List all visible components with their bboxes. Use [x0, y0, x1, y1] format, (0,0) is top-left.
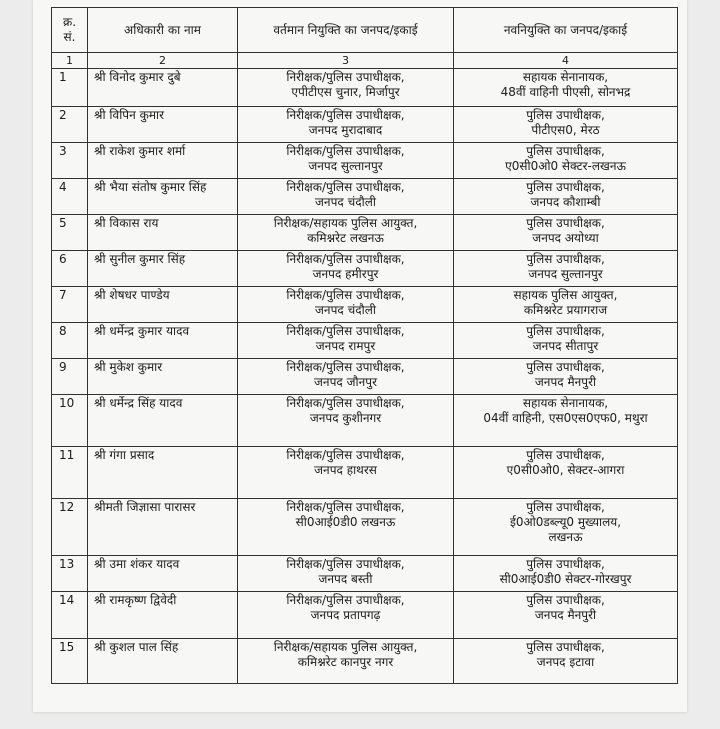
new-posting-cell	[454, 592, 678, 639]
table-row	[52, 359, 678, 395]
posting-line: पुलिस उपाधीक्षक,	[526, 216, 605, 230]
posting-line: सहायक पुलिस आयुक्त,	[513, 288, 618, 302]
table-row	[52, 499, 678, 556]
new-posting-cell	[454, 107, 678, 143]
posting-line: निरीक्षक/पुलिस उपाधीक्षक,	[286, 396, 405, 410]
table-row	[52, 556, 678, 592]
serial-number-cell: 10	[52, 395, 88, 447]
posting-line: पीटीएस0, मेरठ	[531, 123, 600, 137]
officer-name-cell: श्री धर्मेन्द्र कुमार यादव	[88, 323, 238, 359]
posting-line: निरीक्षक/सहायक पुलिस आयुक्त,	[273, 216, 418, 230]
header-officer-name: अधिकारी का नाम	[88, 8, 238, 53]
header-serial-number: क्र. सं.	[52, 8, 88, 53]
posting-line: निरीक्षक/पुलिस उपाधीक्षक,	[286, 144, 405, 158]
new-posting-cell	[454, 359, 678, 395]
serial-number-cell: 12	[52, 499, 88, 556]
serial-number-cell: 8	[52, 323, 88, 359]
officer-name-cell: श्री गंगा प्रसाद	[88, 447, 238, 499]
serial-number-cell: 7	[52, 287, 88, 323]
posting-line: निरीक्षक/पुलिस उपाधीक्षक,	[286, 70, 405, 84]
officer-name-cell: श्री विपिन कुमार	[88, 107, 238, 143]
current-posting-cell	[238, 592, 454, 639]
new-posting-cell	[454, 69, 678, 107]
document-page	[33, 0, 687, 712]
table-row	[52, 251, 678, 287]
officer-name-cell: श्रीमती जिज्ञासा पारासर	[88, 499, 238, 556]
officer-name-cell: श्री उमा शंकर यादव	[88, 556, 238, 592]
table-row	[52, 143, 678, 179]
officer-name-cell: श्री भैया संतोष कुमार सिंह	[88, 179, 238, 215]
current-posting-cell	[238, 251, 454, 287]
serial-number-cell: 4	[52, 179, 88, 215]
posting-line: पुलिस उपाधीक्षक,	[526, 360, 605, 374]
posting-line: जनपद हाथरस	[314, 463, 377, 477]
posting-line: एपीटीएस चुनार, मिर्जापुर	[291, 85, 400, 99]
posting-line: ए0सी0ओ0, सेक्टर-आगरा	[506, 463, 625, 477]
serial-number-cell: 14	[52, 592, 88, 639]
posting-line: निरीक्षक/पुलिस उपाधीक्षक,	[286, 288, 405, 302]
posting-line: ई0ओ0डब्ल्यू0 मुख्यालय,	[509, 515, 622, 529]
posting-line: निरीक्षक/पुलिस उपाधीक्षक,	[286, 557, 405, 571]
officer-name-cell: श्री धर्मेन्द्र सिंह यादव	[88, 395, 238, 447]
column-number: 2	[88, 53, 238, 69]
posting-line: जनपद कुशीनगर	[309, 411, 382, 425]
posting-line: जनपद प्रतापगढ़	[310, 608, 381, 622]
posting-line: निरीक्षक/पुलिस उपाधीक्षक,	[286, 448, 405, 462]
serial-number-cell: 6	[52, 251, 88, 287]
posting-line: सहायक सेनानायक,	[522, 70, 609, 84]
posting-line: पुलिस उपाधीक्षक,	[526, 324, 605, 338]
new-posting-cell	[454, 556, 678, 592]
posting-line: जनपद कौशाम्बी	[530, 195, 601, 209]
posting-line: पुलिस उपाधीक्षक,	[526, 180, 605, 194]
posting-line: कमिश्नरेट प्रयागराज	[523, 303, 608, 317]
current-posting-cell	[238, 69, 454, 107]
serial-number-cell: 2	[52, 107, 88, 143]
officer-name-cell: श्री मुकेश कुमार	[88, 359, 238, 395]
posting-line: निरीक्षक/पुलिस उपाधीक्षक,	[286, 500, 405, 514]
current-posting-cell	[238, 323, 454, 359]
officer-name-cell: श्री राकेश कुमार शर्मा	[88, 143, 238, 179]
serial-number-cell: 11	[52, 447, 88, 499]
serial-number-cell: 13	[52, 556, 88, 592]
table-row	[52, 69, 678, 107]
header-row	[52, 8, 678, 53]
posting-line: जनपद चंदौली	[315, 195, 376, 209]
posting-line: जनपद सुल्तानपुर	[528, 267, 603, 281]
new-posting-cell	[454, 639, 678, 684]
posting-line: जनपद बस्ती	[318, 572, 373, 586]
posting-line: कमिश्नरेट लखनऊ	[307, 231, 384, 245]
posting-line: निरीक्षक/सहायक पुलिस आयुक्त,	[273, 640, 418, 654]
posting-line: जनपद मैनपुरी	[534, 375, 597, 389]
officer-name-cell: श्री सुनील कुमार सिंह	[88, 251, 238, 287]
new-posting-cell	[454, 447, 678, 499]
current-posting-cell	[238, 395, 454, 447]
header-current-posting: वर्तमान नियुक्ति का जनपद/इकाई	[238, 8, 454, 53]
table-row	[52, 107, 678, 143]
posting-line: जनपद जौनपुर	[314, 375, 377, 389]
posting-line: जनपद अयोध्या	[532, 231, 599, 245]
posting-line: लखनऊ	[548, 530, 583, 544]
column-number: 1	[52, 53, 88, 69]
serial-number-cell: 9	[52, 359, 88, 395]
posting-line: जनपद सीतापुर	[532, 339, 599, 353]
current-posting-cell	[238, 107, 454, 143]
table-row	[52, 395, 678, 447]
posting-line: जनपद सुल्तानपुर	[308, 159, 383, 173]
column-number-row	[52, 53, 678, 69]
new-posting-cell	[454, 143, 678, 179]
current-posting-cell	[238, 287, 454, 323]
header-new-posting: नवनियुक्ति का जनपद/इकाई	[454, 8, 678, 53]
posting-line: सहायक सेनानायक,	[522, 396, 609, 410]
posting-line: पुलिस उपाधीक्षक,	[526, 448, 605, 462]
posting-line: ए0सी0ओ0 सेक्टर-लखनऊ	[505, 159, 626, 173]
posting-line: निरीक्षक/पुलिस उपाधीक्षक,	[286, 324, 405, 338]
new-posting-cell	[454, 215, 678, 251]
posting-line: जनपद इटावा	[536, 655, 595, 669]
posting-line: पुलिस उपाधीक्षक,	[526, 108, 605, 122]
new-posting-cell	[454, 395, 678, 447]
posting-line: सी0आई0डी0 सेक्टर-गोरखपुर	[499, 572, 632, 586]
table-row	[52, 592, 678, 639]
posting-line: जनपद चंदौली	[315, 303, 376, 317]
current-posting-cell	[238, 639, 454, 684]
officer-name-cell: श्री कुशल पाल सिंह	[88, 639, 238, 684]
new-posting-cell	[454, 251, 678, 287]
current-posting-cell	[238, 179, 454, 215]
posting-line: निरीक्षक/पुलिस उपाधीक्षक,	[286, 252, 405, 266]
posting-line: निरीक्षक/पुलिस उपाधीक्षक,	[286, 180, 405, 194]
officer-name-cell: श्री शेषधर पाण्डेय	[88, 287, 238, 323]
posting-line: पुलिस उपाधीक्षक,	[526, 640, 605, 654]
posting-line: पुलिस उपाधीक्षक,	[526, 593, 605, 607]
new-posting-cell	[454, 499, 678, 556]
posting-line: 48वीं वाहिनी पीएसी, सोनभद्र	[500, 85, 631, 99]
posting-line: सी0आई0डी0 लखनऊ	[295, 515, 396, 529]
officer-name-cell: श्री रामकृष्ण द्विवेदी	[88, 592, 238, 639]
new-posting-cell	[454, 287, 678, 323]
table-row	[52, 447, 678, 499]
posting-line: पुलिस उपाधीक्षक,	[526, 144, 605, 158]
posting-line: जनपद मुरादाबाद	[308, 123, 383, 137]
posting-line: पुलिस उपाधीक्षक,	[526, 500, 605, 514]
table-row	[52, 287, 678, 323]
table-row	[52, 179, 678, 215]
current-posting-cell	[238, 215, 454, 251]
serial-number-cell: 5	[52, 215, 88, 251]
table-row	[52, 323, 678, 359]
table-row	[52, 215, 678, 251]
current-posting-cell	[238, 143, 454, 179]
posting-line: पुलिस उपाधीक्षक,	[526, 252, 605, 266]
posting-line: कमिश्नरेट कानपुर नगर	[297, 655, 394, 669]
table-row	[52, 639, 678, 684]
current-posting-cell	[238, 447, 454, 499]
transfer-table	[51, 7, 678, 684]
new-posting-cell	[454, 323, 678, 359]
new-posting-cell	[454, 179, 678, 215]
posting-line: जनपद मैनपुरी	[534, 608, 597, 622]
posting-line: जनपद हमीरपुर	[312, 267, 379, 281]
posting-line: जनपद रामपुर	[315, 339, 376, 353]
posting-line: निरीक्षक/पुलिस उपाधीक्षक,	[286, 108, 405, 122]
officer-name-cell: श्री विकास राय	[88, 215, 238, 251]
posting-line: निरीक्षक/पुलिस उपाधीक्षक,	[286, 360, 405, 374]
posting-line: 04वीं वाहिनी, एस0एस0एफ0, मथुरा	[483, 411, 648, 425]
posting-line: निरीक्षक/पुलिस उपाधीक्षक,	[286, 593, 405, 607]
current-posting-cell	[238, 499, 454, 556]
posting-line: पुलिस उपाधीक्षक,	[526, 557, 605, 571]
column-number: 3	[238, 53, 454, 69]
officer-name-cell: श्री विनोद कुमार दुबे	[88, 69, 238, 107]
current-posting-cell	[238, 359, 454, 395]
serial-number-cell: 1	[52, 69, 88, 107]
serial-number-cell: 15	[52, 639, 88, 684]
current-posting-cell	[238, 556, 454, 592]
column-number: 4	[454, 53, 678, 69]
serial-number-cell: 3	[52, 143, 88, 179]
